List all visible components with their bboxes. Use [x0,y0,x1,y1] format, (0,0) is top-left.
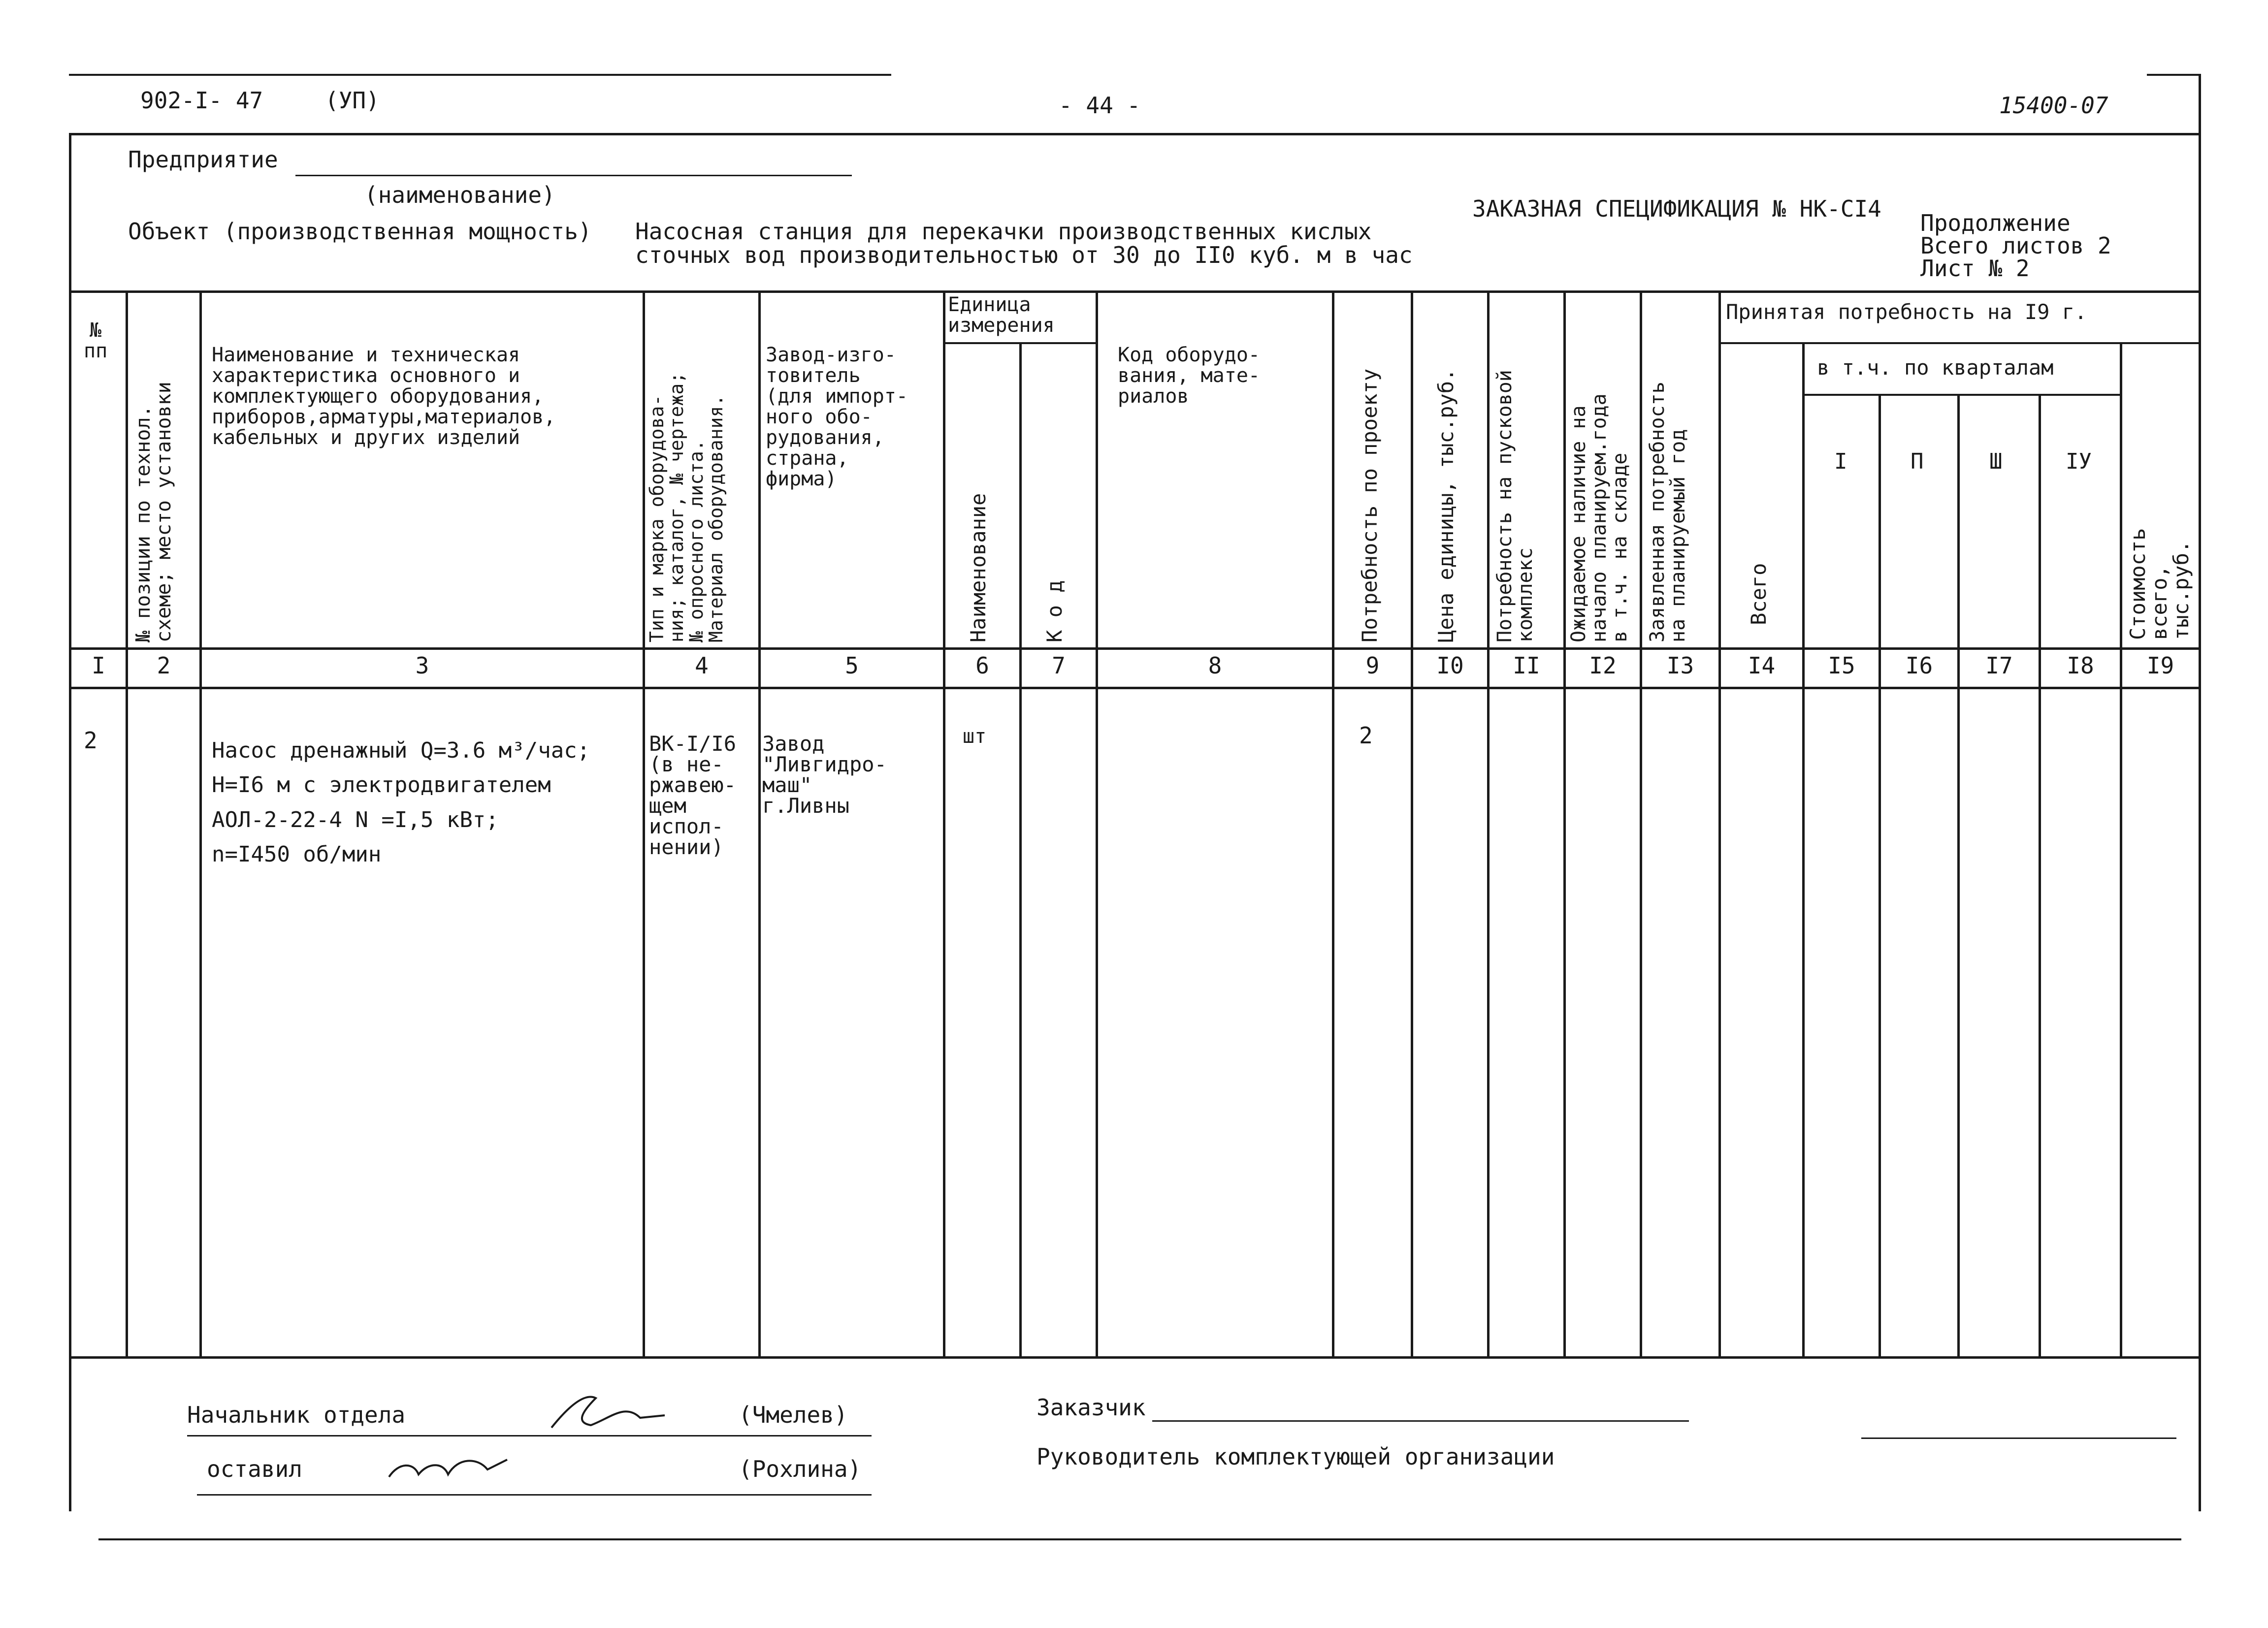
frame-top [69,133,2201,135]
naming-hint: (наименование) [364,182,555,208]
header-maker: Завод-изго- товитель (для импорт- ного обо- рудования, страна, фирма) [766,344,908,490]
colnum-15: I5 [1828,652,1855,679]
row-item-unit: шт [963,725,987,748]
colnum-2: 2 [157,652,171,679]
colnum-12: I2 [1589,652,1617,679]
colnum-8: 8 [1208,652,1222,679]
frame-left [69,133,71,1511]
colnum-4: 4 [695,652,709,679]
colnum-9: 9 [1365,652,1380,679]
table-bottom-line [69,1356,2201,1359]
colnum-5: 5 [845,652,859,679]
col-line-16 [1957,394,1960,1359]
header-declared-need: Заявленная потребность на планируемый год [1646,382,1689,642]
col-line-5 [943,290,945,1359]
colnum-1: I [92,652,105,679]
header-accepted-need: Принятая потребность на I9 г. [1726,300,2087,324]
compiled-label: оставил [207,1456,302,1482]
header-bottom-line [69,647,2201,650]
colnum-10: I0 [1436,652,1464,679]
bottom-border [98,1538,2181,1540]
colnum-13: I3 [1666,652,1694,679]
col-line-15 [1879,394,1881,1359]
col-line-1 [126,290,128,1359]
document-number: 902-I- 47 [140,87,263,114]
row-item-name: Насос дренажный Q=3.6 м³/час; Н=I6 м с электродвигателем АОЛ-2-22-4 N =I,5 кВт; n=I450 об/мин [212,738,590,867]
col-line-18 [2120,342,2122,1359]
header-unit-price: Цена единицы, тыс.руб. [1434,368,1458,642]
object-value: Насосная станция для перекачки производственных кислых сточных вод производительностью от 30 до II0 куб. м в час [635,218,1413,269]
compiled-name: (Рохлина) [739,1456,862,1482]
header-q3: Ш [1989,449,2003,474]
chief-underline [187,1435,872,1436]
top-dash-line [69,74,891,76]
colnum-14: I4 [1748,652,1776,679]
row-number: 2 [84,727,97,754]
continuation-info: Продолжение Всего листов 2 Лист № 2 [1920,210,2111,282]
col-line-13 [1718,290,1721,1359]
header-quarters: в т.ч. по кварталам [1817,355,2054,380]
header-cost-total: Стоимость всего, тыс.руб. [2126,528,2194,640]
customer-label: Заказчик [1037,1394,1146,1421]
header-q2: П [1911,449,1924,474]
col-line-9 [1411,290,1413,1359]
col-line-4 [758,290,761,1359]
header-q1: I [1834,449,1847,474]
colnum-18: I8 [2067,652,2094,679]
customer-underline [1152,1420,1689,1422]
quarters-line [1802,394,2122,396]
row-item-maker: Завод "Ливгидро- маш" г.Ливны [762,732,887,818]
col-line-11 [1563,290,1566,1359]
col-line-8 [1332,290,1334,1359]
header-project-need: Потребность по проекту [1358,368,1382,642]
col-line-17 [2039,394,2041,1359]
header-equipment-code: Код оборудо- вания, мате- риалов [1118,344,1260,408]
chief-label: Начальник отдела [187,1402,406,1428]
frame-right [2199,74,2201,1511]
chief-signature [542,1383,670,1442]
object-label: Объект (производственная мощность) [128,218,592,245]
header-type: Тип и марка оборудова- ния; каталог, № чертежа; № опросного листа. Материал оборудования. [646,372,727,642]
colnum-bottom-line [69,687,2201,689]
col-line-10 [1487,290,1490,1359]
compiled-underline [197,1494,872,1496]
header-unit-name: Наименование [966,493,990,642]
top-right-dash [2147,74,2201,76]
colnum-3: 3 [415,652,429,679]
colnum-11: II [1513,652,1540,679]
row-item-qty: 2 [1359,722,1373,749]
header-startup-need: Потребность на пусковой комплекс [1493,370,1537,642]
row-item-type: ВК-I/I6 (в не- ржавею- щем испол- нении) [649,732,737,859]
org-head-label: Руководитель комплектующей организации [1037,1443,1555,1470]
enterprise-underline [295,175,852,176]
col-line-2 [199,290,202,1359]
sheet-stamp: 15400-07 [1999,92,2108,119]
colnum-7: 7 [1052,652,1066,679]
chief-name: (Чмелев) [739,1402,848,1428]
accepted-line [1718,342,2201,344]
col-line-14 [1802,342,1805,1359]
header-total: Всего [1747,563,1771,625]
album-number: (УП) [325,87,380,114]
col-line-7 [1096,290,1098,1359]
header-q4: IУ [2066,449,2092,474]
header-unit-group: Единица измерения [948,293,1055,337]
header-unit-code: К о д [1042,580,1067,642]
header-row-number: № пп [84,319,108,362]
col-line-6 [1019,342,1022,1359]
header-position: № позиции по технол. схеме; место установки [132,382,175,642]
colnum-19: I9 [2146,652,2174,679]
col-line-12 [1640,290,1642,1359]
colnum-17: I7 [1985,652,2013,679]
colnum-6: 6 [975,652,989,679]
compiled-signature [384,1442,512,1492]
right-sign-line [1861,1437,2176,1439]
header-expected-stock: Ожидаемое наличие на начало планируем.года в т.ч. на складе [1567,393,1631,642]
colnum-16: I6 [1905,652,1933,679]
table-top-line [69,290,2201,293]
enterprise-label: Предприятие [128,146,278,173]
spec-title: ЗАКАЗНАЯ СПЕЦИФИКАЦИЯ № НК-СI4 [1472,195,1881,222]
col-line-3 [643,290,645,1359]
header-name: Наименование и техническая характеристика основного и комплектующего оборудования, приборов,арматуры,материалов, кабельных и других изделий [212,344,556,449]
page-number: - 44 - [1059,92,1141,119]
